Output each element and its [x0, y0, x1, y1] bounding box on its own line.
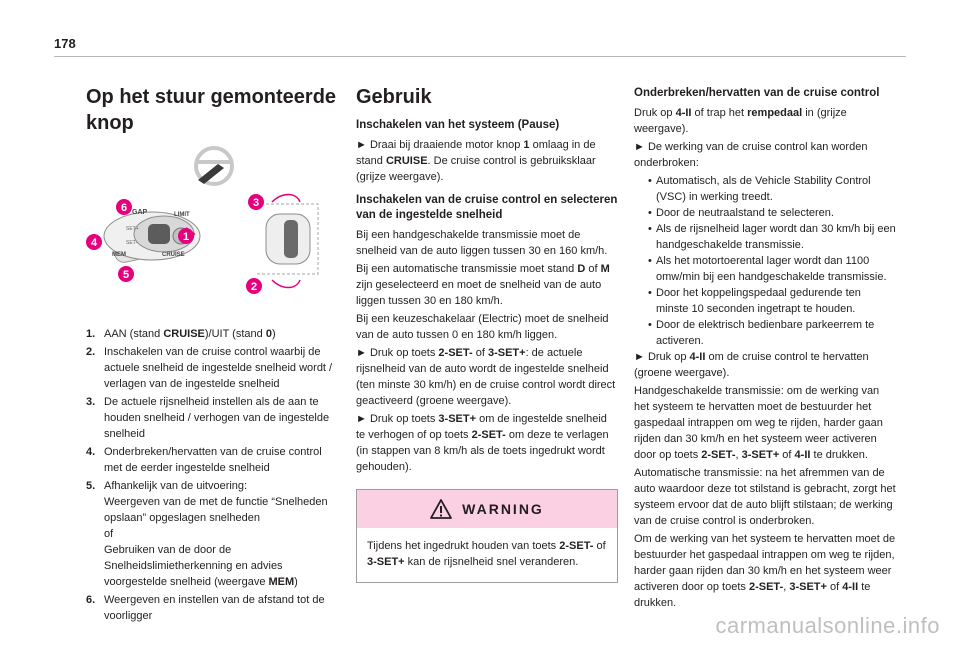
steering-wheel-icon: [196, 148, 232, 184]
warning-text: Tijdens het ingedrukt houden van toets 2-SET- of 3-SET+ kan de rijsnelheid snel veranderen.: [367, 540, 606, 568]
pause-resume-heading: Onderbreken/hervatten van de cruise control: [634, 87, 880, 99]
middle-column: [356, 84, 618, 583]
list-item: 4. Onderbreken/hervatten van de cruise control met de eerder ingestelde snelheid: [86, 446, 322, 474]
warning-title: WARNING: [462, 501, 544, 517]
list-item: 3. De actuele rijsnelheid instellen als de aan te houden snelheid / verhogen van de ingestelde snelheid: [86, 396, 330, 440]
callout-3: [248, 194, 264, 210]
section-title-line-2: knop: [86, 112, 134, 134]
paragraph: Automatische transmissie: na het afremmen van de auto waardoor deze tot stilstand is gebracht, zorgt het systeem ervoor dat de auto blijft stilstaan; de werking van de cruise control is onderbroken.: [634, 467, 896, 527]
steering-control-drawing: [86, 144, 340, 302]
list-item: • Door het koppelingspedaal gedurende ten minste 10 seconden ingetrapt te houden.: [648, 285, 896, 317]
warning-box: [356, 489, 618, 583]
control-legend-list: [86, 326, 340, 624]
paragraph: Bij een handgeschakelde transmissie moet de snelheid van de auto liggen tussen 30 en 160 km/h.: [356, 229, 608, 257]
left-column: [86, 84, 340, 626]
svg-text:4: 4: [90, 237, 98, 249]
svg-text:6: 6: [120, 202, 128, 214]
label-gap: GAP: [132, 209, 148, 216]
list-item: 5. Afhankelijk van de uitvoering: Weergeven van de met de functie “Snelheden opslaan” opgeslagen snelheden of Gebruiken van de door de Snelheidslimietherkenning en advies voorgestelde snelheid (weergave MEM): [86, 480, 328, 588]
svg-text:2: 2: [250, 281, 258, 293]
header-rule: [54, 56, 906, 57]
steering-control-illustration: [86, 144, 340, 302]
list-item: • Als het motortoerental lager wordt dan 1100 omw/min bij een handgeschakelde transmissie.: [648, 253, 896, 285]
paragraph: Druk op 4-II of trap het rempedaal in (grijze weergave).: [634, 107, 847, 135]
interruption-list: [634, 173, 896, 349]
warning-triangle-icon: [430, 499, 452, 519]
list-item: • Als de rijsnelheid lager wordt dan 30 km/h bij een handgeschakelde transmissie.: [648, 221, 896, 253]
section-title-line-1: Op het stuur gemonteerde: [86, 86, 337, 108]
label-set-plus: SET+: [126, 226, 139, 232]
paragraph: Handgeschakelde transmissie: om de werking van het systeem te hervatten moet de bestuurder het gaspedaal intrappen om weg te rijden, harder gaan rijden dan 30 km/h en het systeem weer activeren door op toets 2-SET-, 3-SET+ of 4-II te drukken.: [634, 385, 883, 461]
page-number: 178: [54, 36, 76, 51]
list-item: • Door de neutraalstand te selecteren.: [648, 205, 896, 221]
list-item: 2. Inschakelen van de cruise control waarbij de actuele snelheid de ingestelde snelheid wordt / verlagen van de ingestelde snelheid: [86, 346, 333, 390]
list-item: • Door de elektrisch bedienbare parkeerrem te activeren.: [648, 317, 896, 349]
label-cruise: CRUISE: [162, 252, 185, 258]
label-limit: LIMIT: [174, 212, 190, 218]
right-column: [634, 84, 896, 613]
callout-5: [118, 266, 134, 282]
label-set-minus: SET-: [126, 240, 138, 246]
svg-text:1: 1: [182, 231, 190, 243]
usage-title: Gebruik: [356, 86, 432, 108]
callout-4: [86, 234, 102, 250]
paragraph: Om de werking van het systeem te hervatten moet de bestuurder het gaspedaal intrappen om weg te rijden, harder gaan rijden dan 30 km/h en het systeem weer activeren door op toets 2-SET-, 3-SET+ of 4-II te drukken.: [634, 533, 896, 609]
activate-system-heading: Inschakelen van het systeem (Pause): [356, 119, 560, 131]
paragraph: Bij een keuzeschakelaar (Electric) moet de snelheid van de auto tussen 0 en 180 km/h liggen.: [356, 313, 609, 341]
warning-header: [357, 490, 617, 528]
callout-2: [246, 278, 262, 294]
paragraph: ► Druk op toets 3-SET+ om de ingestelde snelheid te verhogen of op toets 2-SET- om deze te verlagen (in stappen van 8 km/h als de toets ingedrukt wordt gehouden).: [356, 413, 609, 473]
watermark: carmanualsonline.info: [715, 613, 940, 638]
set-speed-heading: Inschakelen van de cruise control en selecteren van de ingestelde snelheid: [356, 194, 618, 221]
label-mem: MEM: [112, 252, 126, 258]
paragraph: Bij een automatische transmissie moet stand D of M zijn geselecteerd en moet de snelheid van de auto liggen tussen 30 en 180 km/h.: [356, 263, 610, 307]
paragraph: ► Druk op toets 2-SET- of 3-SET+: de actuele rijsnelheid van de auto wordt de ingestelde snelheid (ten minste 30 km/h) en de cruise control wordt direct geactiveerd (groene weergave).: [356, 347, 616, 407]
paragraph: ► Draai bij draaiende motor knop 1 omlaag in de stand CRUISE. De cruise control is gebruiksklaar (grijze weergave).: [356, 139, 596, 183]
list-item: • Automatisch, als de Vehicle Stability Control (VSC) in werking treedt.: [648, 173, 896, 205]
stalk-side-view-drawing: [256, 195, 318, 288]
svg-text:3: 3: [252, 197, 260, 209]
list-item: 1. AAN (stand CRUISE)/UIT (stand 0): [86, 328, 276, 340]
section-title: [86, 84, 340, 136]
paragraph: ► Druk op 4-II om de cruise control te hervatten (groene weergave).: [634, 351, 869, 379]
svg-text:5: 5: [122, 269, 130, 281]
paragraph: ► De werking van de cruise control kan worden onderbroken:: [634, 141, 868, 169]
list-item: 6. Weergeven en instellen van de afstand tot de voorligger: [86, 594, 325, 622]
callout-1: [178, 228, 194, 244]
callout-6: [116, 199, 132, 215]
